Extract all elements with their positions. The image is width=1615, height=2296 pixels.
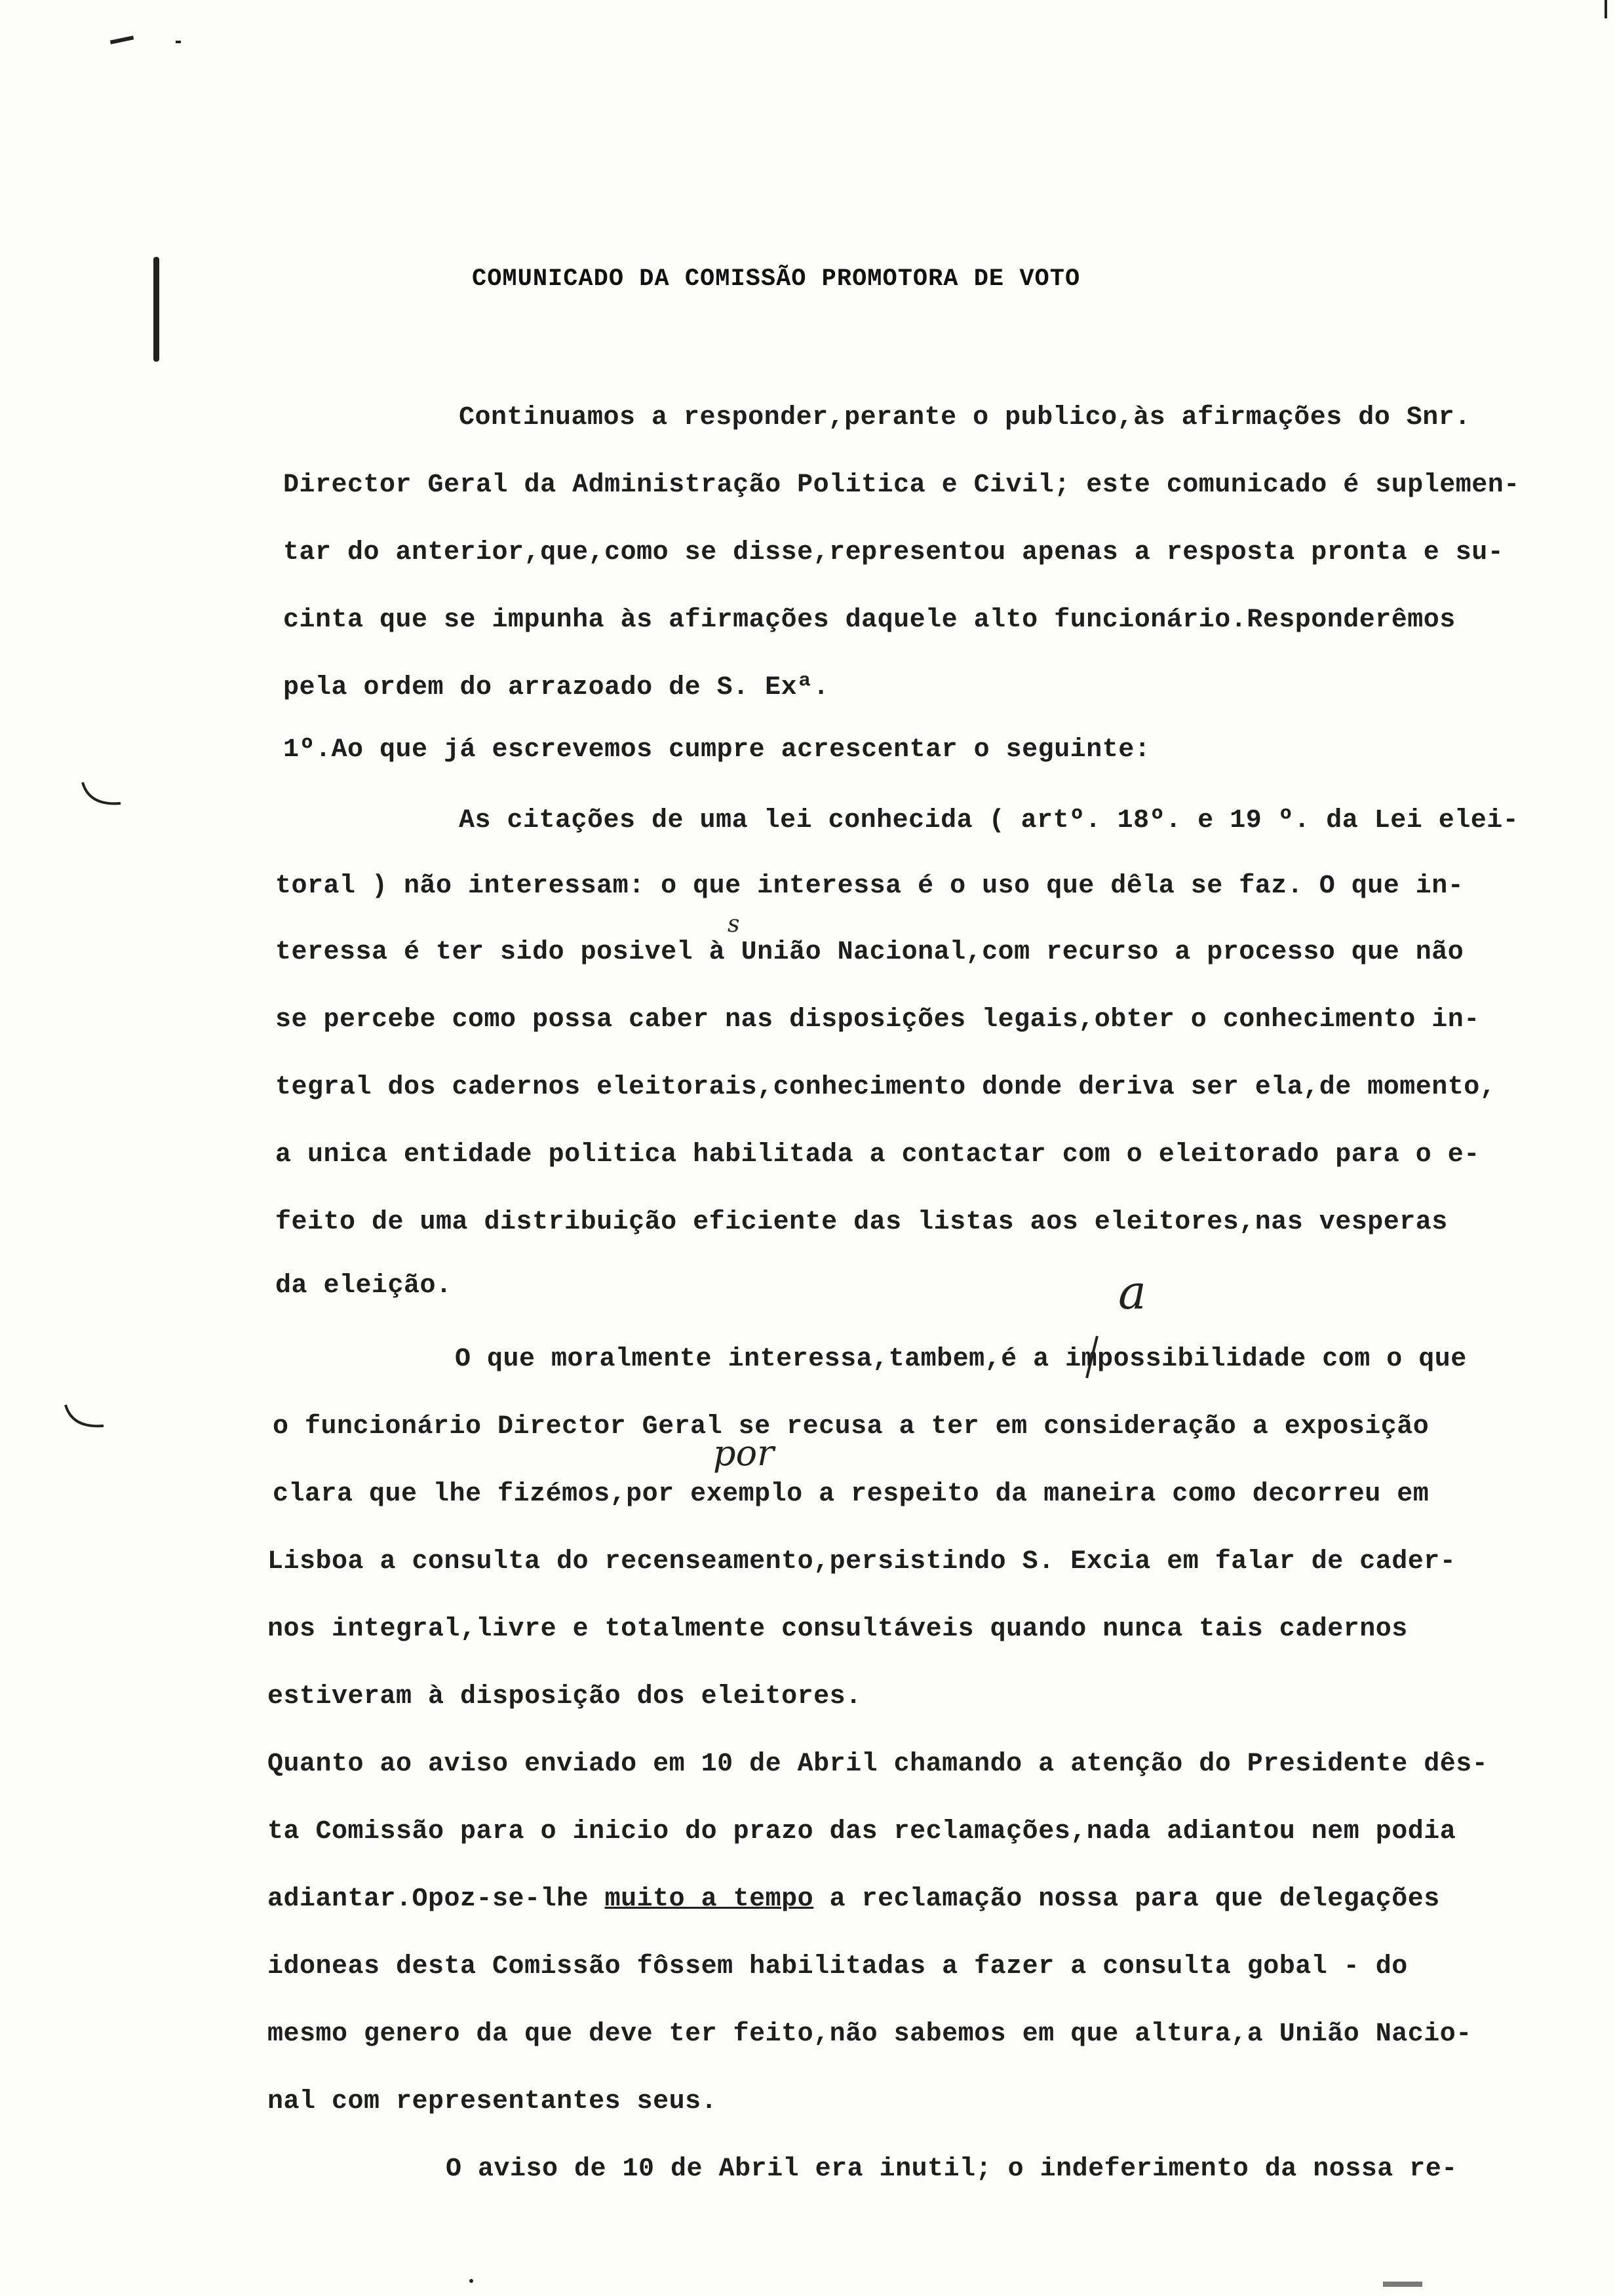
text-line-4: cinta que se impunha às afirmações daquele alto funcionário.Responderêmos [283,605,1456,635]
text-line-3: tar do anterior,que,como se disse,representou apenas a resposta pronta e su- [283,538,1504,567]
text-line-15: O que moralmente interessa,tambem,é a impossibilidade com o que [455,1345,1467,1374]
document-title: COMUNICADO DA COMISSÃO PROMOTORA DE VOTO [472,265,1081,293]
text-line-20: estiveram à disposição dos eleitores. [267,1682,862,1712]
text-line-23 [267,1885,1440,1914]
underlined-phrase: muito a tempo [604,1885,814,1914]
scan-mark-top-left-dot [176,41,181,43]
margin-hole-mark-1 [80,780,126,813]
text-line-26: nal com representantes seus. [267,2087,718,2116]
text-line-9: teressa é ter sido posivel à União Nacional,com recurso a processo que não [275,938,1464,967]
text-line-2: Director Geral da Administração Politica e Civil; este comunicado é suplemen- [283,470,1520,500]
scan-speck-bottom [469,2279,473,2283]
text-line-27: O aviso de 10 de Abril era inutil; o indeferimento da nossa re- [446,2154,1458,2184]
margin-hole-mark-2 [63,1402,109,1435]
scan-speck-bottom-right [1383,2282,1422,2287]
text-line-8: toral ) não interessam: o que interessa é o uso que dêla se faz. O que in- [275,871,1464,901]
text-line-7: As citações de uma lei conhecida ( artº. 18º. e 19 º. da Lei elei- [459,806,1519,835]
text-line-14: da eleição. [275,1271,452,1301]
text-line-21: Quanto ao aviso enviado em 10 de Abril chamando a atenção do Presidente dês- [267,1750,1489,1779]
text-line-10: se percebe como possa caber nas disposições legais,obter o conhecimento in- [275,1005,1480,1035]
text-line-24: idoneas desta Comissão fôssem habilitadas a fazer a consulta gobal - do [267,1952,1408,1981]
text-line-18: Lisboa a consulta do recenseamento,persistindo S. Excia em falar de cader- [267,1547,1456,1577]
text-line-25: mesmo genero da que deve ter feito,não sabemos em que altura,a União Nacio- [267,2019,1472,2049]
text-line-23-end: a reclamação nossa para que delegações [813,1885,1440,1914]
text-line-22: ta Comissão para o inicio do prazo das reclamações,nada adiantou nem podia [267,1817,1456,1846]
text-line-12: a unica entidade politica habilitada a contactar com o eleitorado para o e- [275,1140,1480,1170]
text-line-17: clara que lhe fizémos,por exemplo a respeito da maneira como decorreu em [273,1480,1430,1509]
text-line-13: feito de uma distribuição eficiente das listas aos eleitores,nas vesperas [275,1208,1448,1237]
scan-mark-top-left [110,35,134,44]
text-line-23-start: adiantar.Opoz-se-lhe [267,1885,605,1914]
handwritten-insert-por: por [713,1432,774,1474]
text-line-16: o funcionário Director Geral se recusa a ter em consideração a exposição [273,1412,1430,1442]
handwritten-insert-a: a [1118,1265,1146,1320]
text-line-6: 1º.Ao que já escrevemos cumpre acrescentar o seguinte: [283,735,1151,765]
text-line-5: pela ordem do arrazoado de S. Exª. [283,673,830,702]
text-line-11: tegral dos cadernos eleitorais,conhecimento donde deriva ser ela,de momento, [275,1073,1496,1102]
scan-mark-top-right [1605,0,1607,18]
text-line-19: nos integral,livre e totalmente consultáveis quando nunca tais cadernos [267,1615,1408,1644]
text-line-1: Continuamos a responder,perante o publico,às afirmações do Snr. [459,403,1471,432]
handwritten-insert-s: s [728,911,740,938]
margin-bracket-mark [153,257,159,362]
